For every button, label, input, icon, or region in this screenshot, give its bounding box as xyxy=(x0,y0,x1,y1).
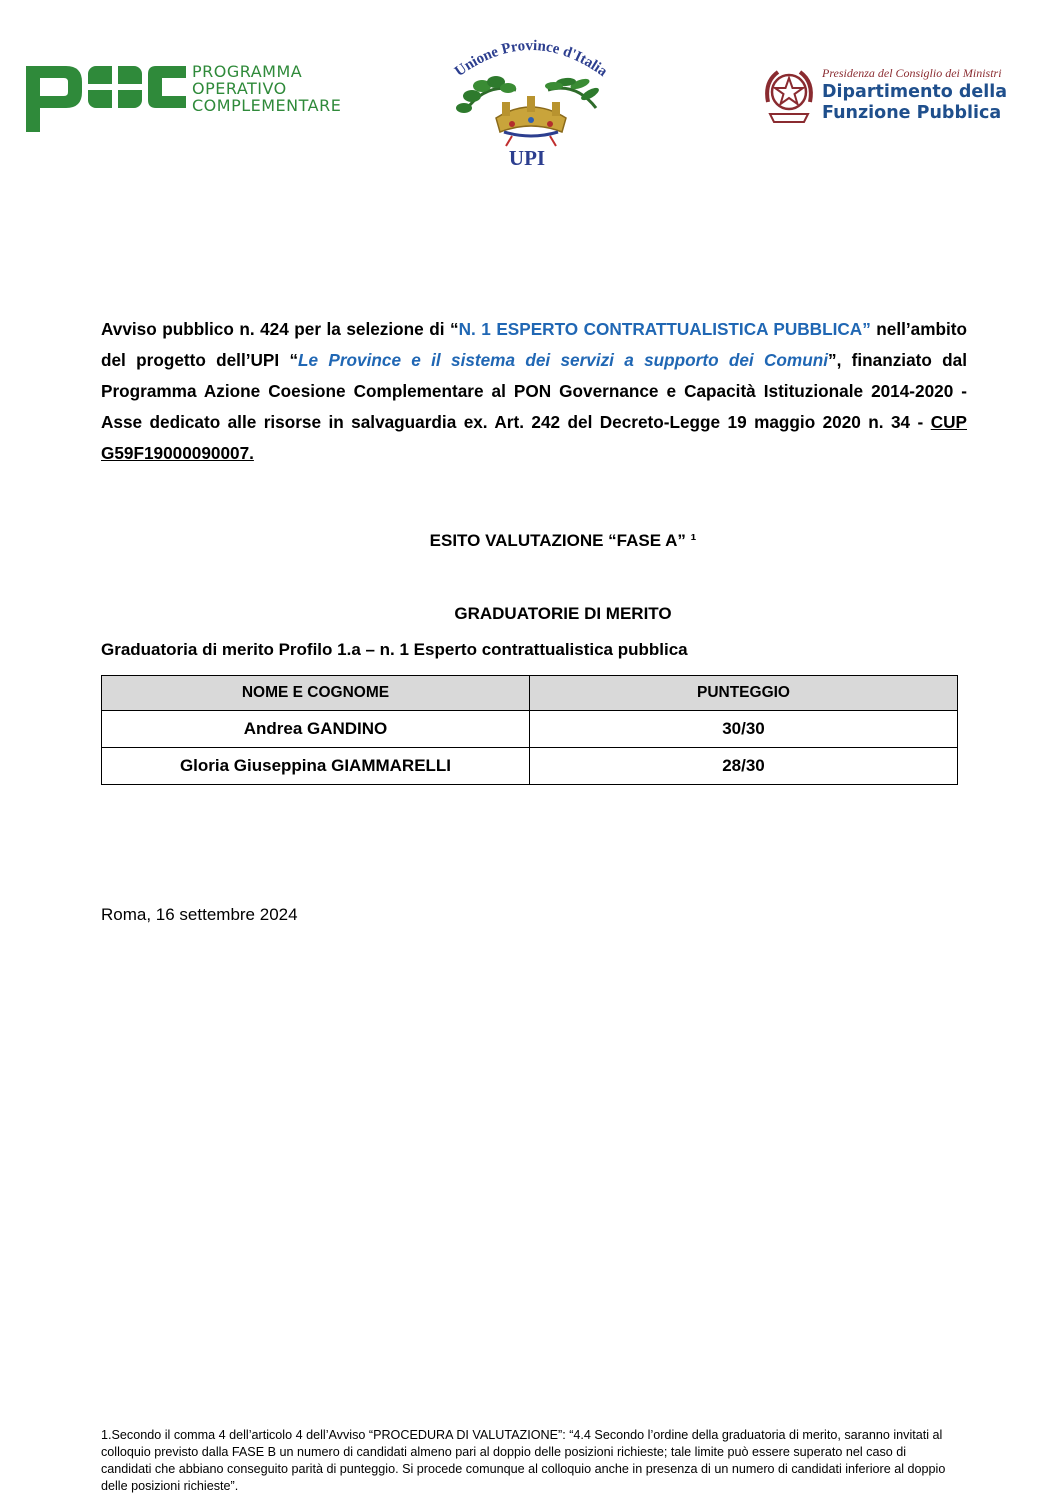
table-row xyxy=(102,711,958,748)
upi-arc-text: Unione Province d'Italia xyxy=(452,37,611,81)
candidate-name: Andrea GANDINO xyxy=(102,711,530,748)
intro-text-3: ”, finanziato dal Programma Azione Coesione Complementare al PON Governance e Capacità Istituzionale 2014-2020 - Asse dedicato alle risorse in salvaguardia ex. Art. 242 del Decreto-Legge 19 maggio 2020 n. 34 - xyxy=(101,350,967,432)
graduatorie-title: GRADUATORIE DI MERITO xyxy=(454,604,672,623)
esito-title: ESITO VALUTAZIONE “FASE A” ¹ xyxy=(429,531,697,550)
poc-line-3: COMPLEMENTARE xyxy=(192,96,342,115)
dfp-title-line-2: Funzione Pubblica xyxy=(822,103,1002,123)
poc-logo-letters xyxy=(26,66,186,132)
header-score: PUNTEGGIO xyxy=(530,676,958,711)
profile-title: Graduatoria di merito Profilo 1.a – n. 1 Esperto contrattualistica pubblica xyxy=(101,640,688,659)
dfp-title-line-1: Dipartimento della xyxy=(822,82,1008,102)
graduatorie-heading xyxy=(0,604,1058,624)
dfp-subtitle: Presidenza del Consiglio dei Ministri xyxy=(822,66,1002,80)
header-name: NOME E COGNOME xyxy=(102,676,530,711)
ranking-table xyxy=(101,675,958,785)
intro-text-1: Avviso pubblico n. 424 per la selezione di “ xyxy=(101,319,459,339)
place-date: Roma, 16 settembre 2024 xyxy=(101,905,298,924)
upi-label: UPI xyxy=(508,146,546,170)
candidate-score: 30/30 xyxy=(530,711,958,748)
poc-line-1: PROGRAMMA xyxy=(192,62,303,81)
candidate-name: Gloria Giuseppina GIAMMARELLI xyxy=(102,748,530,785)
intro-text-2: nell’ambito del progetto dell’UPI “ xyxy=(101,319,968,370)
poc-line-2: OPERATIVO xyxy=(192,79,287,98)
crown-icon xyxy=(496,96,566,146)
candidate-score: 28/30 xyxy=(530,748,958,785)
table-row xyxy=(102,748,958,785)
dfp-title xyxy=(822,82,1007,124)
poc-logo-text xyxy=(192,63,341,114)
esito-heading xyxy=(0,531,1058,551)
italian-republic-emblem-icon xyxy=(760,62,818,126)
project-title: Le Province e il sistema dei servizi a supporto dei Comuni xyxy=(298,350,828,370)
position-title: N. 1 ESPERTO CONTRATTUALISTICA PUBBLICA” xyxy=(458,319,871,339)
table-header-row xyxy=(102,676,958,711)
footnote: 1.Secondo il comma 4 dell’articolo 4 dell’Avviso “PROCEDURA DI VALUTAZIONE”: “4.4 Secondo l’ordine della graduatoria di merito, saranno invitati al colloquio previsto dalla FASE B un numero di candidati almeno pari al doppio delle posizioni richieste; tale limite può essere superato nel caso di candidati che abbiano conseguito parità di punteggio. Si procede comunque al colloquio anche in presenza di un numero di candidati inferiore al doppio delle posizioni richieste”. xyxy=(101,1428,946,1493)
intro-paragraph xyxy=(101,314,967,469)
cup-code: CUP G59F19000090007. xyxy=(101,412,967,463)
